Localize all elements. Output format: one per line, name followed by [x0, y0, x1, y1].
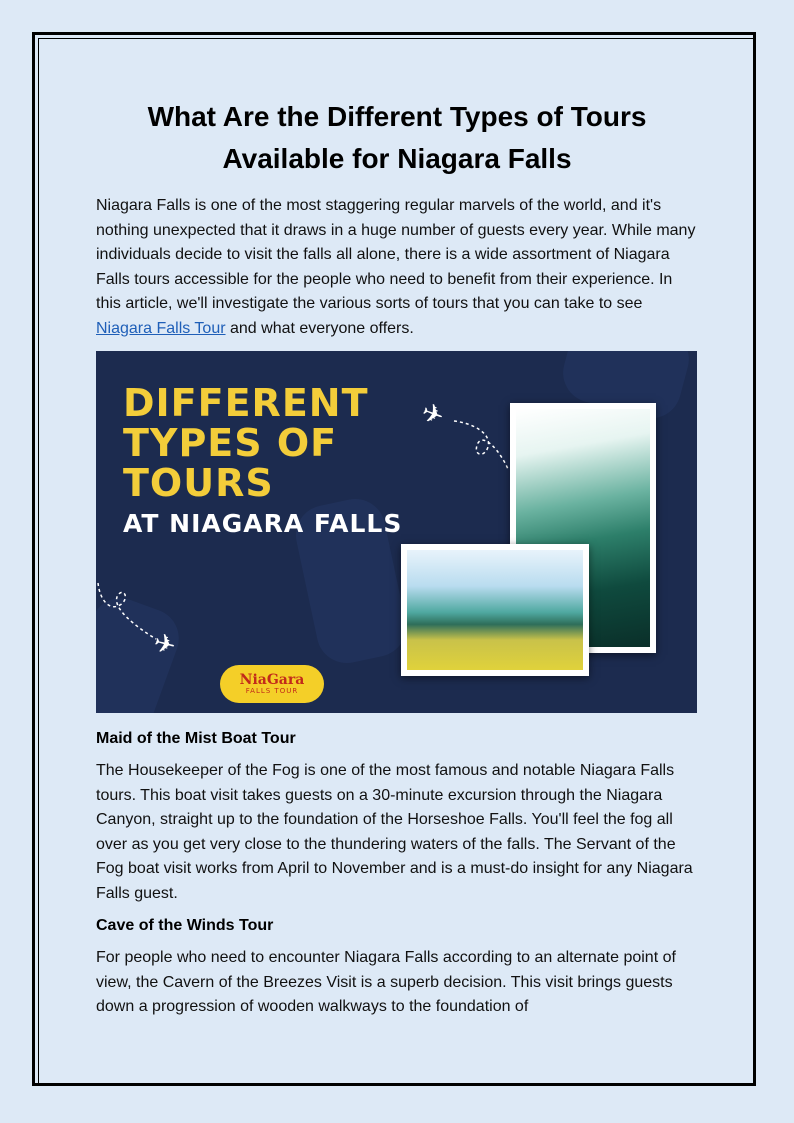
intro-text: Niagara Falls is one of the most staggering regular marvels of the world, and it's nothing unexpected that it draws in a huge number of guests every year. While many individuals decide to visit the falls all alone, there is a wide assortment of Niagara Falls tours accessible for the people who need to benefit from their experience. In this article, we'll investigate the various sorts of tours that you can take to see — [96, 197, 696, 312]
intro-text-end: and what everyone offers. — [225, 319, 414, 337]
niagara-falls-tour-logo — [220, 665, 324, 703]
banner-subheadline: AT NIAGARA FALLS — [123, 509, 403, 538]
banner-headline — [123, 383, 369, 503]
logo-subtext: FALLS TOUR — [245, 686, 299, 695]
section-paragraph: The Housekeeper of the Fog is one of the most famous and notable Niagara Falls tours. This boat visit takes guests on a 30-minute excursion through the Niagara Canyon, straight up to the foundation of the Horseshoe Falls. You'll feel the fog all over as you get very close to the thundering waters of the falls. The Servant of the Fog boat visit works from April to November and is a must-do insight for any Niagara Falls guest. — [96, 762, 693, 902]
intro-paragraph — [96, 194, 698, 341]
page-title: What Are the Different Types of Tours Available for Niagara Falls — [147, 101, 647, 174]
logo-text: NiaGara — [239, 671, 305, 688]
banner-headline-line: DIFFERENT — [123, 381, 369, 425]
flight-path-dashes — [96, 581, 166, 641]
niagara-falls-tour-link[interactable]: Niagara Falls Tour — [96, 319, 226, 337]
airplane-icon: ✈ — [417, 396, 449, 432]
tour-banner-image — [96, 351, 697, 713]
section-paragraph: For people who need to encounter Niagara Falls according to an alternate point of view, the Cavern of the Breezes Visit is a superb decision. This visit brings guests down a progression of wooden walkways to the foundation of — [96, 949, 676, 1015]
banner-headline-line: TOURS — [123, 461, 274, 505]
section-heading: Cave of the Winds Tour — [96, 917, 274, 934]
flight-path-dashes — [452, 413, 512, 473]
section-heading: Maid of the Mist Boat Tour — [96, 730, 296, 747]
airplane-icon: ✈ — [150, 626, 180, 662]
banner-headline-line: TYPES OF — [123, 421, 338, 465]
tourists-at-falls-photo — [401, 544, 589, 676]
document-content — [96, 96, 698, 1020]
